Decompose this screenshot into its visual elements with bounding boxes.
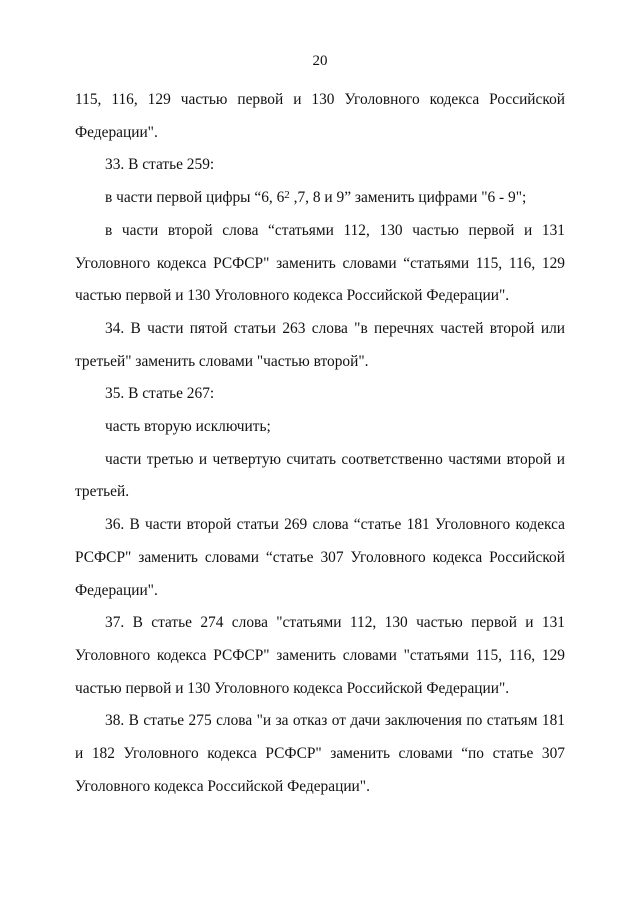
paragraph-item-34: 34. В части пятой статьи 263 слова "в перечнях частей второй или третьей" заменить словами "частью второй". [75, 319, 565, 370]
page-number: 20 [312, 53, 328, 69]
paragraph-continuation: 115, 116, 129 частью первой и 130 Уголовного кодекса Российской Федерации". [75, 91, 565, 141]
paragraph-digits-text-start: в части первой цифры “6, 6 [105, 189, 285, 207]
paragraph-item-38: 38. В статье 275 слова "и за отказ от дачи заключения по статьям 181 и 182 Уголовного кодекса РСФСР" заменить словами “по статье 307 Уголовного кодекса Российской Федерации". [75, 712, 565, 795]
document-body [75, 84, 565, 803]
paragraph-digits-replace [75, 182, 565, 215]
paragraph-exclude-part-two: часть вторую исключить; [105, 418, 271, 436]
paragraph-renumber-parts: части третью и четвертую считать соответственно частями второй и третьей. [75, 450, 565, 501]
paragraph-part-two-words: в части второй слова “статьями 112, 130 частью первой и 131 Уголовного кодекса РСФСР" заменить словами “статьями 115, 116, 129 частью первой и 130 Уголовного кодекса Российской Федерации". [75, 221, 565, 305]
superscript-digit: 2 [284, 189, 290, 202]
paragraph-digits-text-end: ,7, 8 и 9” заменить цифрами "6 - 9"; [289, 189, 527, 207]
paragraph-item-35: 35. В статье 267: [105, 385, 215, 403]
paragraph-item-33: 33. В статье 259: [105, 156, 215, 174]
paragraph-item-37: 37. В статье 274 слова "статьями 112, 130 частью первой и 131 Уголовного кодекса РСФСР" заменить словами "статьями 115, 116, 129 частью первой и 130 Уголовного кодекса Российской Федерации". [75, 614, 565, 697]
paragraph-item-36: 36. В части второй статьи 269 слова “статье 181 Уголовного кодекса РСФСР" заменить словами “статье 307 Уголовного кодекса Российской Федерации". [75, 516, 565, 599]
